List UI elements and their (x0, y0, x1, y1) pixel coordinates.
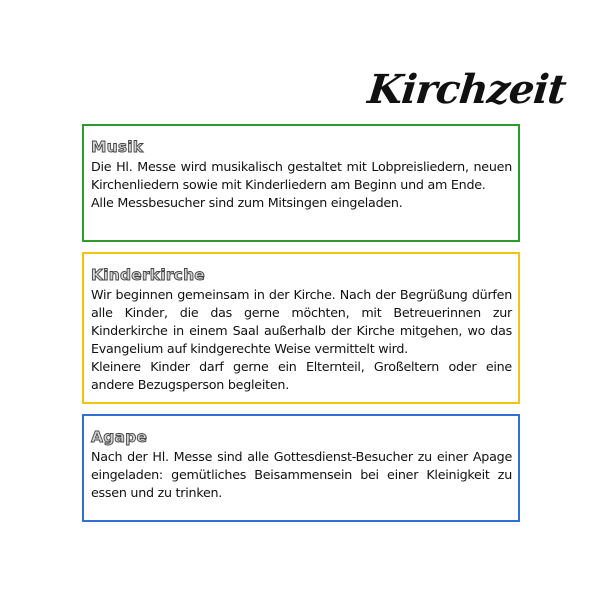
section-text-kinderkirche-2: Kleinere Kinder darf gerne ein Elternteil, Großeltern oder eine andere Bezugsperson begleiten. (91, 359, 512, 392)
section-text-agape-1: Nach der Hl. Messe sind alle Gottesdienst-Besucher zu einer Apage eingeladen: gemütliches Beisammensein bei einer Kleinigkeit zu essen und zu trinken. (91, 449, 512, 500)
section-heading-agape: Agape (91, 428, 148, 446)
section-text-kinderkirche-1: Wir beginnen gemeinsam in der Kirche. Nach der Begrüßung dürfen alle Kinder, die das gerne möchten, mit Betreuerinnen zur Kinderkirche in einem Saal außerhalb der Kirche mitgehen, wo das Evangelium auf kindgerechte Weise vermittelt wird. (91, 287, 512, 356)
section-text-musik-1: Die Hl. Messe wird musikalisch gestaltet mit Lobpreisliedern, neuen Kirchenliedern sowie mit Kinderliedern am Beginn und am Ende. (91, 159, 512, 192)
section-heading-musik: Musik (91, 138, 144, 156)
section-heading-kinderkirche: Kinderkirche (91, 266, 206, 284)
page-title: Kirchzeit (365, 66, 568, 113)
section-musik (82, 124, 520, 242)
section-kinderkirche (82, 252, 520, 404)
section-text-musik-2: Alle Messbesucher sind zum Mitsingen eingeladen. (91, 195, 403, 210)
section-agape (82, 414, 520, 522)
